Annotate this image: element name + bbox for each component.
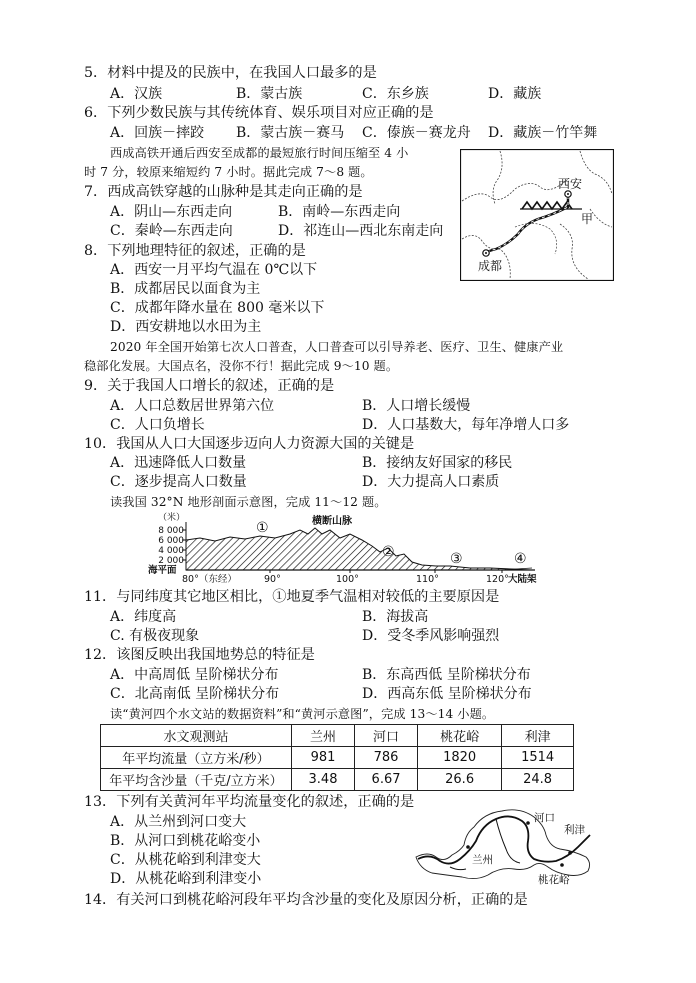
q9-option-c: C．人口负增长 [110, 417, 205, 433]
q7-stem: 7．西成高铁穿越的山脉种是其走向正确的是 [84, 184, 363, 200]
profile-xtick-110: 110° [416, 574, 439, 585]
map1-label-jia: 甲 [581, 212, 594, 226]
table-header-row [101, 725, 574, 747]
profile-sea-level: 海平面 [148, 565, 177, 576]
intro-7-8-line1: 西成高铁开通后西安至成都的最短旅行时间压缩至 4 小 [110, 146, 409, 160]
profile-xtick-80: 80°（东经） [182, 574, 237, 585]
q11-option-a: A．纬度高 [110, 609, 177, 625]
q8-option-c: C．成都年降水量在 800 毫米以下 [110, 300, 325, 316]
table-cell: 年平均含沙量（千克/立方米） [101, 769, 292, 791]
profile-ytick-8000: 8 000 [158, 526, 184, 536]
intro-9-10-line2: 稳部化发展。大国点名，没你不行！据此完成 9～10 题。 [84, 359, 399, 373]
profile-ytick-6000: 6 000 [158, 536, 184, 546]
profile-mark-1: ① [256, 520, 269, 536]
table-cell: 6.67 [355, 769, 418, 791]
profile-xtick-120: 120° [486, 574, 509, 585]
q8-option-b: B．成都居民以面食为主 [110, 281, 261, 297]
table-cell: 1514 [502, 747, 574, 769]
profile-xtick-90: 90° [264, 574, 281, 585]
q6-option-b: B．蒙古族－赛马 [236, 125, 345, 141]
q10-option-b: B．接纳友好国家的移民 [362, 455, 513, 471]
q6-option-d: D．藏族－竹竿舞 [488, 125, 598, 141]
table-header-cell: 河口 [355, 725, 418, 747]
q9-stem: 9．关于我国人口增长的叙述，正确的是 [84, 378, 335, 394]
q12-option-b: B．东高西低 呈阶梯状分布 [362, 667, 531, 683]
table-cell: 24.8 [502, 769, 574, 791]
q11-option-d: D．受冬季风影响强烈 [362, 628, 500, 644]
table-row [101, 747, 574, 769]
q7-option-a: A．阴山—东西走向 [110, 204, 233, 220]
table-cell: 981 [292, 747, 355, 769]
map1-label-xian: 西安 [558, 177, 583, 191]
q11-option-b: B．海拔高 [362, 609, 429, 625]
profile-xtick-100: 100° [336, 574, 359, 585]
terrain-profile-32n [140, 510, 560, 586]
q6-stem: 6．下列少数民族与其传统体育、娱乐项目对应正确的是 [84, 105, 434, 121]
q10-option-c: C．逐步提高人口数量 [110, 474, 247, 490]
table-cell: 786 [355, 747, 418, 769]
profile-ytick-4000: 4 000 [158, 546, 184, 556]
q12-stem: 12．该图反映出我国地势总的特征是 [84, 647, 315, 663]
q10-stem: 10．我国从人口大国逐步迈向人力资源大国的关键是 [84, 436, 415, 452]
intro-7-8-line2: 时 7 分，较原来缩短约 7 小时。据此完成 7～8 题。 [84, 165, 373, 179]
intro-13-14: 读“黄河四个水文站的数据资料”和“黄河示意图”，完成 13～14 小题。 [110, 707, 495, 721]
q13-option-b: B．从河口到桃花峪变小 [110, 833, 261, 849]
table-cell: 1820 [418, 747, 502, 769]
q7-option-c: C．秦岭—东西走向 [110, 223, 233, 239]
q12-option-d: D．西高东低 呈阶梯状分布 [362, 686, 532, 702]
q13-option-a: A．从兰州到河口变大 [110, 814, 247, 830]
table-header-cell: 兰州 [292, 725, 355, 747]
q9-option-b: B．人口增长缓慢 [362, 398, 471, 414]
q13-option-d: D．从桃花峪到利津变小 [110, 871, 262, 887]
hydrology-table [100, 724, 574, 791]
table-cell: 年平均流量（立方米/秒） [101, 747, 292, 769]
q13-stem: 13．下列有关黄河年平均流量变化的叙述，正确的是 [84, 794, 415, 810]
q5-stem: 5．材料中提及的民族中，在我国人口最多的是 [84, 65, 377, 81]
q9-option-a: A．人口总数居世界第六位 [110, 398, 275, 414]
q12-option-a: A．中高周低 呈阶梯状分布 [110, 667, 279, 683]
profile-mark-3: ③ [450, 551, 463, 567]
map2-label-hekou: 河口 [534, 812, 555, 824]
intro-11-12: 读我国 32°N 地形剖面示意图，完成 11～12 题。 [110, 495, 387, 509]
table-row [101, 769, 574, 791]
profile-shelf-label: 大陆架 [508, 574, 537, 585]
q11-option-c: C. 有极夜现象 [110, 628, 200, 644]
q8-option-d: D．西安耕地以水田为主 [110, 319, 262, 335]
profile-mark-4: ④ [514, 551, 527, 567]
profile-mountain-label: 横断山脉 [312, 516, 352, 527]
q5-option-b: B．蒙古族 [236, 86, 303, 102]
q8-option-a: A．西安一月平均气温在 0℃以下 [110, 262, 318, 278]
table-cell: 3.48 [292, 769, 355, 791]
q5-option-d: D．藏族 [488, 86, 542, 102]
map1-label-chengdu: 成都 [478, 259, 503, 273]
table-header-cell: 水文观测站 [101, 725, 292, 747]
q9-option-d: D．人口基数大，每年净增人口多 [362, 417, 570, 433]
profile-ytick-2000: 2 000 [158, 556, 184, 566]
q12-option-c: C．北高南低 呈阶梯状分布 [110, 686, 280, 702]
q8-stem: 8．下列地理特征的叙述，正确的是 [84, 243, 306, 259]
q6-option-a: A．回族－摔跤 [110, 125, 205, 141]
q13-option-c: C．从桃花峪到利津变大 [110, 852, 261, 868]
table-cell: 26.6 [418, 769, 502, 791]
q14-stem: 14．有关河口到桃花峪河段年平均含沙量的变化及原因分析，正确的是 [84, 892, 528, 908]
yellow-river-map [410, 805, 600, 885]
q5-option-a: A．汉族 [110, 86, 163, 102]
intro-9-10-line1: 2020 年全国开始第七次人口普查，人口普查可以引导养老、医疗、卫生、健康产业 [110, 340, 564, 354]
map2-label-lanzhou: 兰州 [472, 854, 493, 866]
table-header-cell: 利津 [502, 725, 574, 747]
profile-mark-2: ② [382, 544, 395, 560]
q6-option-c: C．傣族－赛龙舟 [362, 125, 471, 141]
table-header-cell: 桃花峪 [418, 725, 502, 747]
q7-option-b: B．南岭—东西走向 [278, 204, 401, 220]
q5-option-c: C．东乡族 [362, 86, 429, 102]
profile-unit: （米） [158, 513, 186, 523]
map2-label-taohuayu: 桃花峪 [538, 874, 570, 885]
q7-option-d: D．祁连山—西北东南走向 [278, 223, 444, 239]
q11-stem: 11．与同纬度其它地区相比，①地夏季气温相对较低的主要原因是 [84, 589, 500, 605]
q10-option-d: D．大力提高人口素质 [362, 474, 500, 490]
map2-label-lijin: 利津 [564, 824, 585, 836]
q10-option-a: A．迅速降低人口数量 [110, 455, 247, 471]
xicheng-railway-map [460, 149, 614, 281]
